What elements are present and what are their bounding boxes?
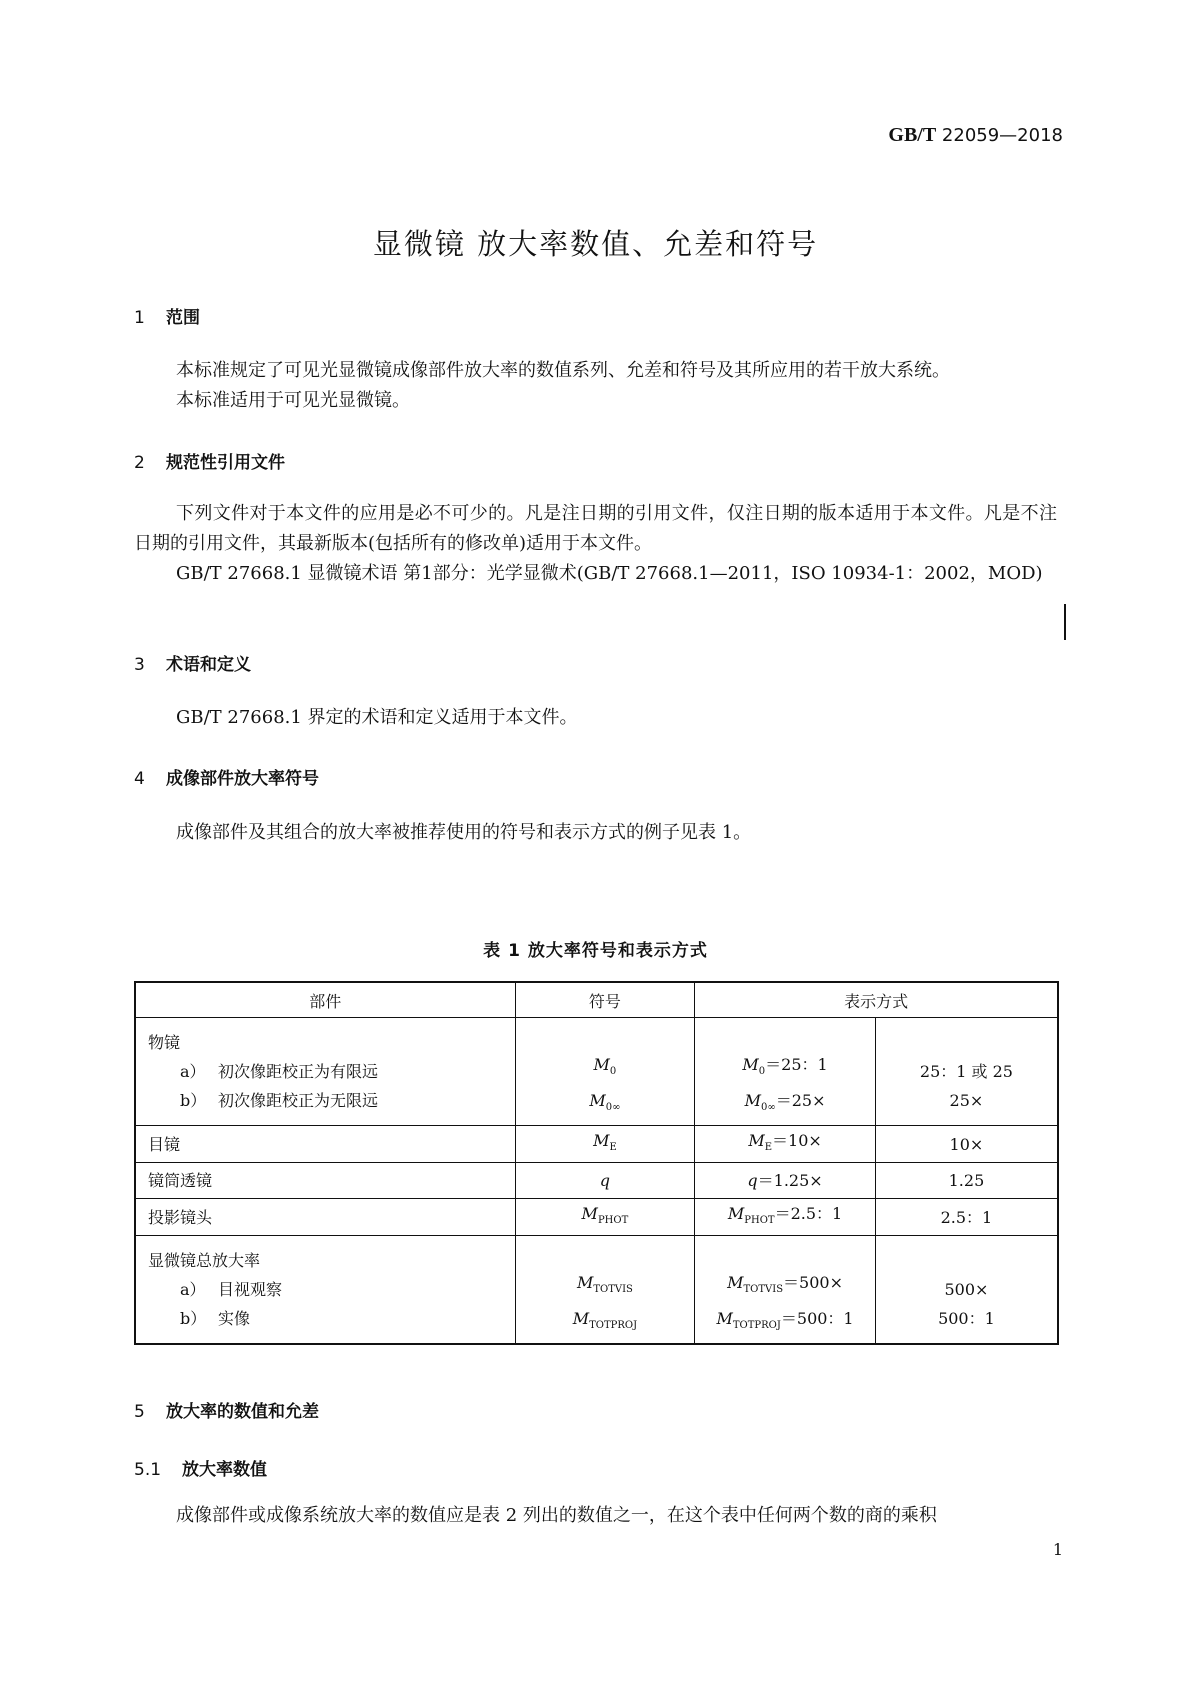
section-4-paragraph-1: 成像部件及其组合的放大率被推荐使用的符号和表示方式的例子见表 1。 — [176, 822, 752, 843]
total-a-symbol: $M_{TOTVIS}$ — [576, 1272, 633, 1296]
total-a-expression: $M_{TOTVIS}=500\times$ — [727, 1272, 843, 1296]
section-5-heading: 5 放大率的数值和允差 — [134, 1402, 319, 1422]
total-a-alt: 500× — [944, 1280, 989, 1300]
change-bar — [1064, 604, 1066, 640]
table-row-projection — [135, 1199, 1058, 1236]
cell-eyepiece-symbol: $M_E$ — [515, 1126, 695, 1163]
table-row-eyepiece — [135, 1126, 1058, 1163]
cell-total-part — [135, 1236, 515, 1344]
header-part: 部件 — [135, 982, 515, 1018]
table-row-total — [135, 1236, 1058, 1344]
objective-a-symbol: $M_0$ — [593, 1054, 617, 1077]
table-row-tube-lens — [135, 1163, 1058, 1199]
section-3-paragraph-1: GB/T 27668.1 界定的术语和定义适用于本文件。 — [176, 707, 578, 728]
cell-projection-part: 投影镜头 — [135, 1199, 515, 1236]
total-b-expression: $M_{TOTPROJ}=500$：1 — [716, 1309, 854, 1332]
section-1-heading: 1 范围 — [134, 308, 200, 328]
cell-total-alt — [875, 1236, 1058, 1344]
cell-projection-symbol: $M_{PHOT}$ — [515, 1199, 695, 1236]
magnification-symbol-table — [134, 981, 1059, 1345]
cell-objective-symbol — [515, 1018, 695, 1126]
table-row-objective — [135, 1018, 1058, 1126]
cell-total-expression — [695, 1236, 876, 1344]
total-b-symbol: $M_{TOTPROJ}$ — [572, 1309, 638, 1332]
table-1-caption: 表 1 放大率符号和表示方式 — [483, 941, 708, 961]
cell-objective-alt — [875, 1018, 1058, 1126]
cell-projection-alt: 2.5：1 — [875, 1199, 1058, 1236]
section-1-paragraph-2: 本标准适用于可见光显微镜。 — [176, 390, 410, 411]
section-4-heading: 4 成像部件放大率符号 — [134, 769, 319, 789]
section-2-heading: 2 规范性引用文件 — [134, 453, 285, 473]
cell-tube-expression: q＝1.25× — [695, 1163, 876, 1199]
objective-a-alt: 25：1 或 25 — [919, 1062, 1013, 1081]
cell-eyepiece-alt: 10× — [875, 1126, 1058, 1163]
table-header-row — [135, 982, 1058, 1018]
section-3-heading: 3 术语和定义 — [134, 655, 251, 675]
standard-code: GB/T 22059—2018 — [888, 124, 1063, 146]
objective-a: a） 初次像距校正为有限远 — [180, 1062, 379, 1081]
header-expression: 表示方式 — [695, 982, 1058, 1018]
section-2-paragraph-1: 下列文件对于本文件的应用是必不可少的。凡是注日期的引用文件，仅注日期的版本适用于本文件。凡是不注日期的引用文件，其最新版本(包括所有的修改单)适用于本文件。 — [134, 503, 1057, 554]
cell-tube-alt: 1.25 — [875, 1163, 1058, 1199]
objective-b-symbol: $M_{0\infty}$ — [589, 1091, 621, 1114]
section-2-reference: GB/T 27668.1 显微镜术语 第1部分：光学显微术(GB/T 27668.1—2011，ISO 10934-1：2002，MOD) — [176, 563, 1043, 584]
header-symbol: 符号 — [515, 982, 695, 1018]
document-title: 显微镜 放大率数值、允差和符号 — [372, 227, 819, 261]
cell-total-symbol — [515, 1236, 695, 1344]
objective-a-expression: $M_0=25$：1 — [742, 1054, 828, 1077]
cell-objective-part — [135, 1018, 515, 1126]
total-a: a） 目视观察 — [180, 1280, 283, 1300]
section-5-1-heading: 5.1 放大率数值 — [134, 1460, 267, 1480]
objective-name: 物镜 — [148, 1033, 181, 1052]
objective-b: b） 初次像距校正为无限远 — [180, 1091, 379, 1110]
page-number: 1 — [1052, 1540, 1063, 1559]
objective-b-expression: $M_{0\infty}=25\times$ — [744, 1091, 826, 1114]
cell-eyepiece-part: 目镜 — [135, 1126, 515, 1163]
total-b-alt: 500：1 — [938, 1309, 995, 1329]
cell-projection-expression: $M_{PHOT}=2.5$：1 — [695, 1199, 876, 1236]
cell-objective-expression — [695, 1018, 876, 1126]
objective-b-alt: 25× — [949, 1091, 984, 1110]
total-name: 显微镜总放大率 — [148, 1251, 261, 1271]
section-5-1-paragraph-1: 成像部件或成像系统放大率的数值应是表 2 列出的数值之一，在这个表中任何两个数的商的乘积 — [176, 1505, 937, 1526]
section-1-paragraph-1: 本标准规定了可见光显微镜成像部件放大率的数值系列、允差和符号及其所应用的若干放大系统。 — [176, 360, 950, 381]
cell-tube-symbol: q — [515, 1163, 695, 1199]
cell-eyepiece-expression: $M_E=10\times$ — [695, 1126, 876, 1163]
cell-tube-part: 镜筒透镜 — [135, 1163, 515, 1199]
total-b: b） 实像 — [180, 1309, 251, 1329]
